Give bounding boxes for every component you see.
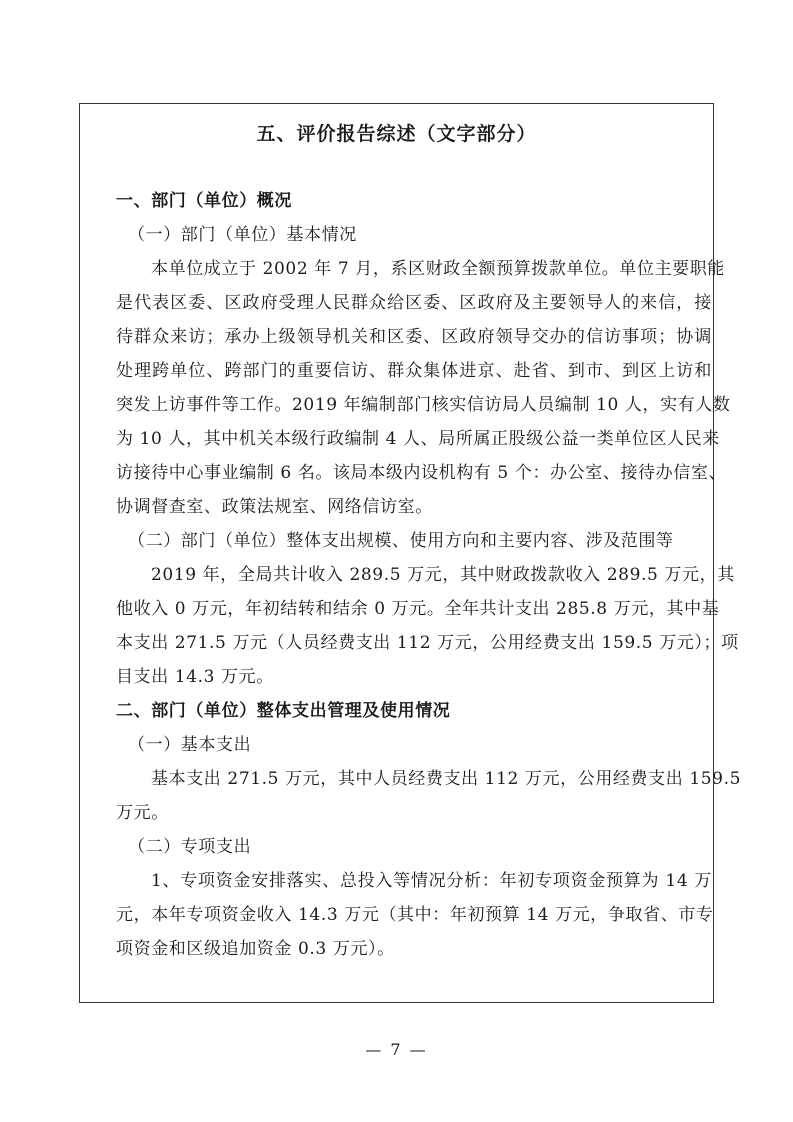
paragraph-line: 本单位成立于 2002 年 7 月，系区财政全额预算拨款单位。单位主要职能	[151, 259, 725, 279]
paragraph-line: 他收入 0 万元，年初结转和结余 0 万元。全年共计支出 285.8 万元，其中基	[116, 599, 720, 619]
section-heading-2: 二、部门（单位）整体支出管理及使用情况	[116, 701, 451, 721]
subheading-special-expenditure: （二）专项支出	[128, 837, 252, 857]
paragraph-line: 万元。	[116, 803, 169, 823]
subheading-basic-info: （一）部门（单位）基本情况	[128, 225, 357, 245]
subheading-basic-expenditure: （一）基本支出	[128, 735, 252, 755]
paragraph-line: 突发上访事件等工作。2019 年编制部门核实信访局人员编制 10 人，实有人数	[116, 395, 731, 415]
paragraph-line: 本支出 271.5 万元（人员经费支出 112 万元，公用经费支出 159.5 万元）；项	[116, 633, 739, 653]
paragraph-line: 2019 年，全局共计收入 289.5 万元，其中财政拨款收入 289.5 万元，其	[151, 565, 735, 585]
report-body	[116, 184, 742, 966]
paragraph-line: 基本支出 271.5 万元，其中人员经费支出 112 万元，公用经费支出 159.5	[151, 769, 742, 789]
paragraph-line: 元，本年专项资金收入 14.3 万元（其中：年初预算 14 万元，争取省、市专	[116, 905, 714, 925]
paragraph-line: 访接待中心事业编制 6 名。该局本级内设机构有 5 个：办公室、接待办信室、	[116, 463, 727, 483]
section-heading-1: 一、部门（单位）概况	[116, 191, 292, 211]
subheading-expenditure-scale: （二）部门（单位）整体支出规模、使用方向和主要内容、涉及范围等	[128, 531, 674, 551]
paragraph-line: 是代表区委、区政府受理人民群众给区委、区政府及主要领导人的来信，接	[116, 293, 712, 313]
paragraph-line: 为 10 人，其中机关本级行政编制 4 人、局所属正股级公益一类单位区人民来	[116, 429, 720, 449]
paragraph-line: 处理跨单位、跨部门的重要信访、群众集体进京、赴省、到市、到区上访和	[116, 361, 712, 381]
page-number: — 7 —	[365, 1040, 428, 1059]
page-title: 五、评价报告综述（文字部分）	[256, 123, 537, 145]
paragraph-line: 1、专项资金安排落实、总投入等情况分析：年初专项资金预算为 14 万	[151, 871, 712, 891]
paragraph-line: 目支出 14.3 万元。	[116, 667, 274, 687]
paragraph-line: 项资金和区级追加资金 0.3 万元）。	[116, 939, 395, 959]
paragraph-line: 待群众来访；承办上级领导机关和区委、区政府领导交办的信访事项；协调	[116, 327, 712, 347]
paragraph-line: 协调督查室、政策法规室、网络信访室。	[116, 497, 433, 517]
report-frame	[79, 103, 742, 1003]
